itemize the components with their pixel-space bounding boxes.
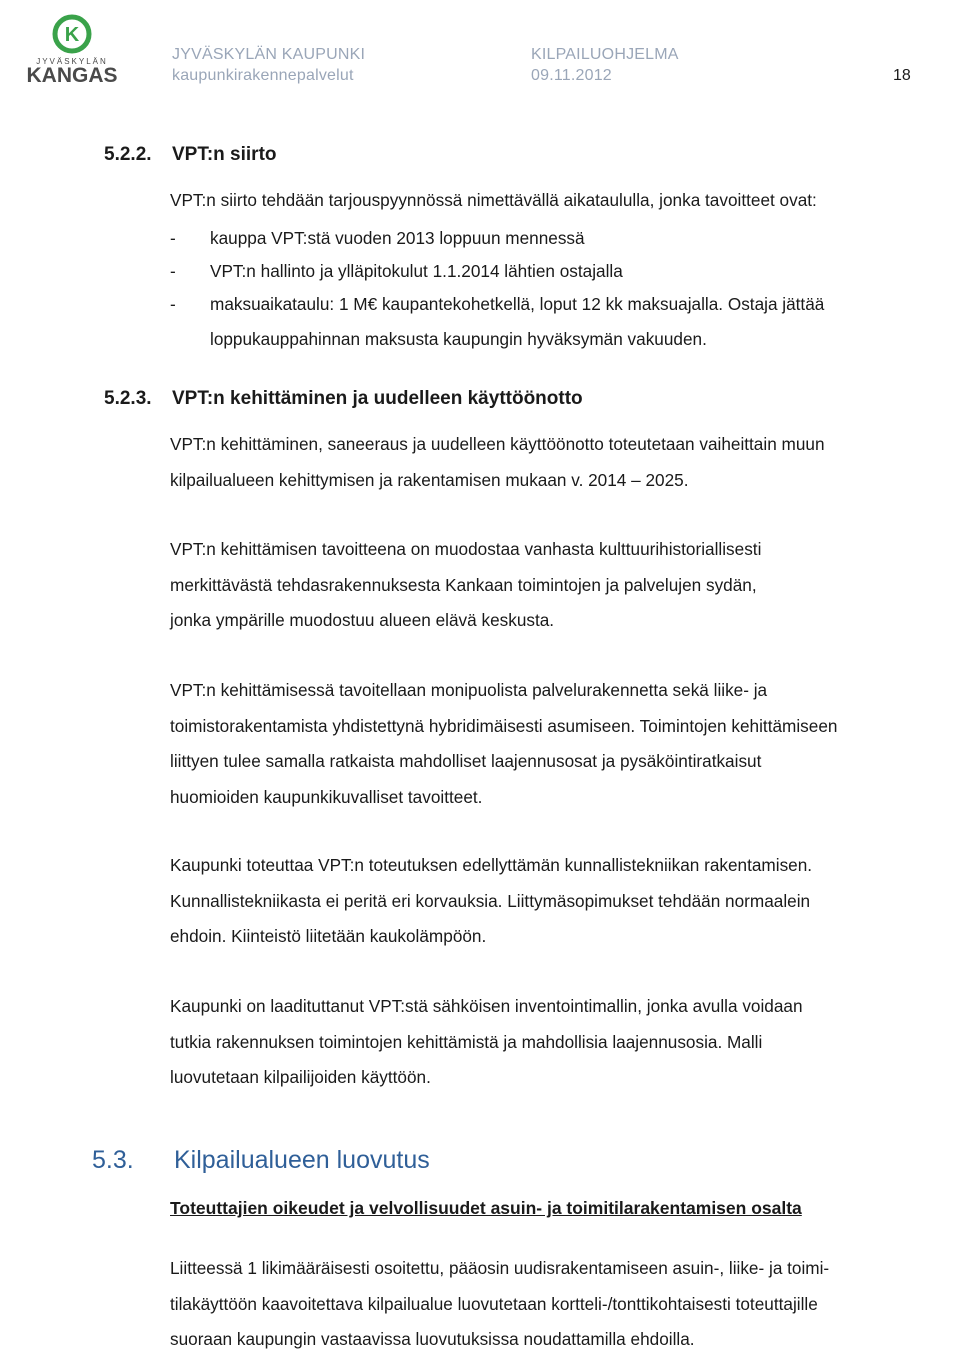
- section-number: 5.2.2.: [104, 144, 152, 165]
- text-line: VPT:n kehittäminen, saneeraus ja uudelleen käyttöönotto toteutetaan vaiheittain muun: [170, 434, 825, 454]
- section-title: Kilpailualueen luovutus: [174, 1146, 430, 1174]
- bullet-dash: -: [170, 261, 176, 281]
- list-item: [170, 288, 824, 321]
- section-number: 5.2.3.: [104, 388, 152, 409]
- svg-text:K: K: [64, 24, 80, 46]
- text-line: VPT:n siirto tehdään tarjouspyynnössä nimettävällä aikataululla, jonka tavoitteet ovat:: [170, 190, 817, 210]
- text-line: luovutetaan kilpailijoiden käyttöön.: [170, 1067, 431, 1087]
- header-date: 09.11.2012: [531, 67, 612, 84]
- text-line: Liitteessä 1 likimääräisesti osoitettu, pääosin uudisrakentamiseen asuin-, liike- ja toimi-: [170, 1258, 830, 1278]
- paragraph: [170, 427, 960, 498]
- page-number: 18: [893, 67, 911, 84]
- bullet-list: [170, 222, 824, 358]
- header-org: JYVÄSKYLÄN KAUPUNKI: [172, 46, 366, 63]
- text-line: Kunnallistekniikasta ei peritä eri korvauksia. Liittymäsopimukset tehdään normaalein: [170, 890, 811, 911]
- paragraph: [170, 848, 960, 955]
- text-line: Kaupunki toteuttaa VPT:n toteutuksen edellyttämän kunnallistekniikan rakentamisen.: [170, 855, 813, 875]
- text-line: jonka ympärille muodostuu alueen elävä keskusta.: [170, 610, 555, 630]
- bullet-dash: -: [170, 228, 176, 248]
- text-line: Kaupunki on laadituttanut VPT:stä sähköisen inventointimallin, jonka avulla voidaan: [170, 996, 803, 1016]
- text-line: huomioiden kaupunkikuvalliset tavoitteet.: [170, 786, 483, 807]
- section-title: VPT:n siirto: [172, 144, 277, 165]
- header-doc-type: KILPAILUOHJELMA: [531, 46, 679, 63]
- section-5-3-heading: [92, 1145, 430, 1175]
- text-line: kilpailualueen kehittymisen ja rakentamisen mukaan v. 2014 – 2025.: [170, 469, 689, 490]
- list-item-continuation: loppukauppahinnan maksusta kaupungin hyväksymän vakuuden.: [210, 329, 707, 349]
- text-line: tutkia rakennuksen toimintojen kehittämistä ja mahdollisia laajennusosia. Malli: [170, 1031, 763, 1052]
- text-line: suoraan kaupungin vastaavissa luovutuksissa noudattamilla ehdoilla.: [170, 1329, 695, 1349]
- kangas-logo: [8, 12, 136, 92]
- text-line: liittyen tulee samalla ratkaista mahdolliset laajennusosat ja pysäköintiratkaisut: [170, 751, 762, 771]
- bullet-dash: -: [170, 294, 176, 314]
- list-item: [170, 255, 824, 288]
- text-line: tilakäyttöön kaavoitettava kilpailualue luovutetaan kortteli-/tonttikohtaisesti toteuttajille: [170, 1293, 818, 1314]
- subheading: Toteuttajien oikeudet ja velvollisuudet asuin- ja toimitilarakentamisen osalta: [170, 1198, 802, 1218]
- list-item: [170, 222, 824, 255]
- text-line: ehdoin. Kiinteistö liitetään kaukolämpöön.: [170, 926, 487, 946]
- logo-text-top: JYVÄSKYLÄN: [36, 57, 108, 66]
- list-item-text: maksuaikataulu: 1 M€ kaupantekohetkellä, loput 12 kk maksuajalla. Ostaja jättää: [210, 294, 825, 314]
- header-dept: kaupunkirakennepalvelut: [172, 67, 354, 84]
- section-5-2-2-heading: [104, 143, 277, 167]
- paragraph: [170, 989, 960, 1096]
- section-number: 5.3.: [92, 1146, 134, 1174]
- text-line: VPT:n kehittämisen tavoitteena on muodostaa vanhasta kulttuurihistoriallisesti: [170, 539, 762, 559]
- paragraph: [170, 1251, 960, 1358]
- section-title: VPT:n kehittäminen ja uudelleen käyttöönotto: [172, 388, 583, 409]
- paragraph: [170, 673, 960, 815]
- paragraph: [170, 532, 960, 639]
- paragraph: [170, 183, 960, 219]
- list-item-text: VPT:n hallinto ja ylläpitokulut 1.1.2014 lähtien ostajalla: [210, 261, 623, 281]
- text-line: toimistorakentamista yhdistettynä hybridimäisesti asumiseen. Toimintojen kehittämiseen: [170, 715, 838, 736]
- list-item-text: kauppa VPT:stä vuoden 2013 loppuun mennessä: [210, 228, 585, 248]
- text-line: VPT:n kehittämisessä tavoitellaan monipuolista palvelurakennetta sekä liike- ja: [170, 680, 768, 700]
- section-5-2-3-heading: [104, 387, 583, 411]
- text-line: merkittävästä tehdasrakennuksesta Kankaan toimintojen ja palvelujen sydän,: [170, 574, 757, 595]
- logo-text-main: KANGAS: [26, 64, 118, 87]
